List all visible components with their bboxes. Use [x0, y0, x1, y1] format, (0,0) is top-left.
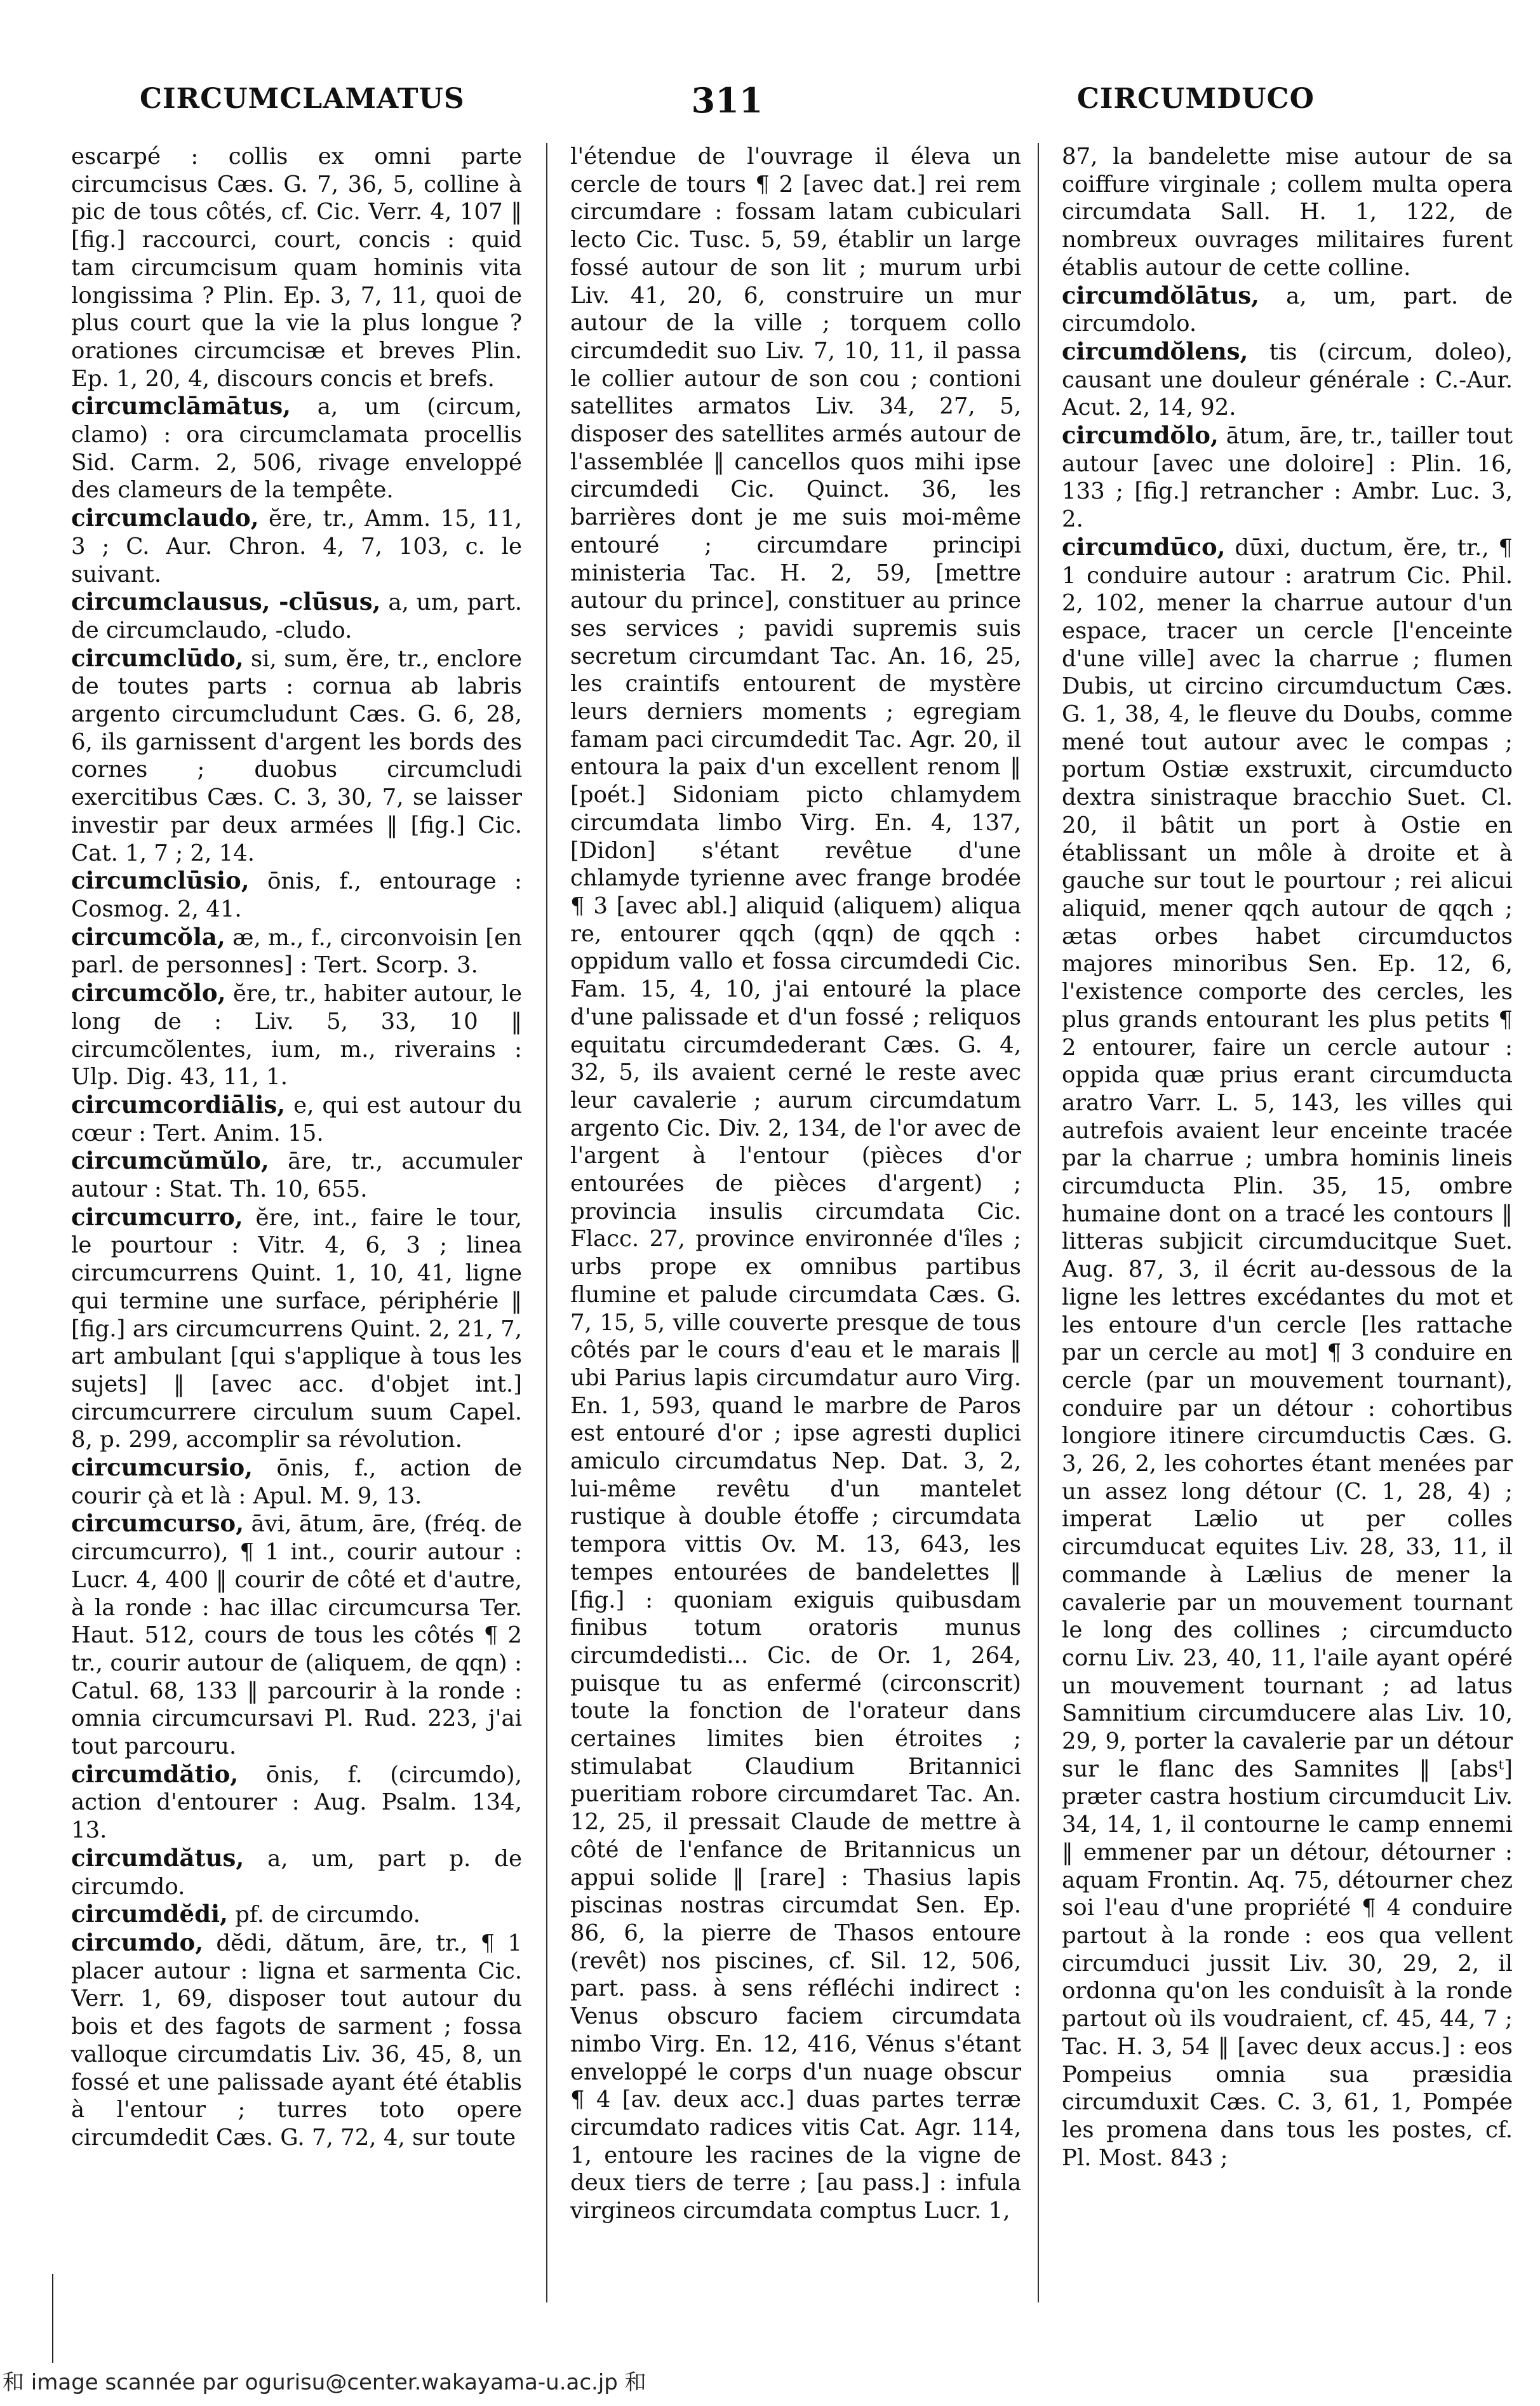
- dictionary-entry: [71, 393, 522, 504]
- running-head-right: CIRCUMDUCO: [1076, 83, 1315, 115]
- entry-headword: circumclūdo,: [71, 643, 244, 672]
- entry-text: ĕre, int., faire le tour, le pourtour : Vitr. 4, 6, 3 ; linea circumcurrens Quint. 1, 10, 41, ligne qui termine une surface, périphérie ‖ [fig.] ars circumcurrens Quint. 2, 21, 7, art ambulant [qui s'applique à tous les sujets] ‖ [avec acc. d'objet int.] circumcurrere circulum suum Capel. 8, p. 299, accomplir sa révolution.: [71, 1204, 522, 1453]
- entry-headword: circumdŏlens,: [1062, 337, 1249, 365]
- entry-text: 87, la bandelette mise autour de sa coiffure virginale ; collem multa opera circumdata Sall. H. 1, 122, de nombreux ouvrages militaires furent établis autour de cette colline.: [1062, 144, 1513, 281]
- entry-text: l'étendue de l'ouvrage il éleva un cercle de tours ¶ 2 [avec dat.] rei rem circumdare : fossam latam cubiculari lecto Cic. Tusc. 5, 59, établir un large fossé autour de son lit ; murum urbi Liv. 41, 20, 6, construire un mur autour de la ville ; torquem collo circumdedit suo Liv. 7, 10, 11, il passa le collier autour de son cou ; contioni satellites armatos Liv. 34, 27, 5, disposer des satellites armés autour de l'assemblée ‖ cancellos quos mihi ipse circumdedi Cic. Quinct. 36, les barrières dont je me suis moi-même entouré ; circumdare principi ministeria Tac. H. 2, 59, [mettre autour du prince], constituer au prince ses services ; pavidi supremis suis secretum circumdant Tac. An. 16, 25, les craintifs entourent de mystère leurs derniers moments ; egregiam famam paci circumdedit Tac. Agr. 20, il entoura la paix d'un excellent renom ‖ [poét.] Sidoniam picto chlamydem circumdata limbo Virg. En. 4, 137, [Didon] s'étant revêtue d'une chlamyde tyrienne avec frange brodée ¶ 3 [avec abl.] aliquid (aliquem) aliqua re, entourer qqch (qqn) de qqch : oppidum vallo et fossa circumdedi Cic. Fam. 15, 4, 10, j'ai entouré la place d'une palissade et d'un fossé ; reliquos equitatu circumdederant Cæs. G. 4, 32, 5, ils avaient cerné le reste avec leur cavalerie ; aurum circumdatum argento Cic. Div. 2, 134, de l'or avec de l'argent à l'entour (pièces d'or entourées de pièces d'argent) ; provincia insulis circumdata Cic. Flacc. 27, province environnée d'îles ; urbs prope ex omnibus partibus flumine et palude circumdata Cæs. G. 7, 15, 5, ville couverte presque de tous côtés par le cours d'eau et le marais ‖ ubi Parius lapis circumdatur auro Virg. En. 1, 593, quand le marbre de Paros est entouré d'or ; ipse agresti duplici amiculo circumdatus Nep. Dat. 3, 2, lui-même revêtu d'un mantelet rustique à double étoffe ; circumdata tempora vittis Ov. M. 13, 643, les tempes entourées de bandelettes ‖ [fig.] : quoniam exiguis quibusdam finibus totum oratoris munus circumdedisti... Cic. de Or. 1, 264, puisque tu as enfermé (circonscrit) toute la fonction de l'orateur dans certaines limites bien étroites ; stimulabat Claudium Britannici pueritiam robore circumdaret Tac. An. 12, 25, il pressait Claude de mettre à côté de l'enfance de Britannicus un appui solide ‖ [rare] : Thasius lapis piscinas nostras circumdat Sen. Ep. 86, 6, la pierre de Thasos entoure (revêt) nos piscines, cf. Sil. 12, 506, part. pass. à sens réfléchi indirect : Venus obscuro faciem circumdata nimbo Virg. En. 12, 416, Vénus s'étant enveloppé le corps d'un nuage obscur ¶ 4 [av. deux acc.] duas partes terræ circumdato radices vitis Cat. Agr. 114, 1, entoure les racines de la vigne de deux tiers de terre ; [au pass.] : infula virgineos circumdata comptus Lucr. 1,: [570, 144, 1021, 2224]
- entry-text: a, um (circum, clamo) : ora circumclamata procellis Sid. Carm. 2, 506, rivage enveloppé des clameurs de la tempête.: [71, 394, 522, 504]
- dictionary-entry: [71, 979, 522, 1091]
- entry-headword: circumcursio,: [71, 1453, 253, 1482]
- entry-text: ātum, āre, tr., tailler tout autour [avec une doloire] : Plin. 16, 133 ; [fig.] retrancher : Ambr. Luc. 3, 2.: [1062, 423, 1513, 533]
- dictionary-entry: [71, 924, 522, 979]
- entry-headword: circumdătus,: [71, 1843, 244, 1872]
- dictionary-entry: [71, 504, 522, 588]
- entry-text: pf. de circumdo.: [227, 1902, 420, 1928]
- dictionary-entry: [71, 1761, 522, 1845]
- dictionary-entry: [71, 1900, 522, 1929]
- entry-text: si, sum, ĕre, tr., enclore de toutes parts : cornua ab labris argento circumcludunt Cæs. G. 6, 28, 6, ils garnissent d'argent les bords des cornes ; duobus circumcludi exercitibus Cæs. C. 3, 30, 7, se laisser investir par deux armées ‖ [fig.] Cic. Cat. 1, 7 ; 2, 14.: [71, 645, 522, 866]
- entry-headword: circumdĕdi,: [71, 1900, 228, 1928]
- dictionary-entry: [71, 1147, 522, 1203]
- entry-text: a, um, part. de circumdolo.: [1062, 283, 1513, 337]
- entry-text: e, qui est autour du cœur : Tert. Anim. 15.: [71, 1092, 522, 1146]
- entry-text: tis (circum, doleo), causant une douleur générale : C.-Aur. Acut. 2, 14, 92.: [1062, 339, 1513, 421]
- entry-headword: circumcordiālis,: [71, 1090, 286, 1119]
- entry-headword: circumdūco,: [1062, 532, 1226, 561]
- dictionary-entry: [1062, 534, 1513, 2172]
- entry-text: dūxi, ductum, ĕre, tr., ¶ 1 conduire autour : aratrum Cic. Phil. 2, 102, mener la charrue autour d'un espace, tracer un cercle [l'enceinte d'une ville] avec la charrue ; flumen Dubis, ut circino circumductum Cæs. G. 1, 38, 4, le fleuve du Doubs, comme mené tout autour avec le compas ; portum Ostiæ exstruxit, circumducto dextra sinistraque bracchio Suet. Cl. 20, il bâtit un port à Ostie en établissant un môle à droite et à gauche sur tout le pourtour ; rei alicui aliquid, mener qqch autour de qqch ; ætas orbes habet circumductos majores minoribus Sen. Ep. 12, 6, l'existence comporte des cercles, les plus grands entourant les plus petits ¶ 2 entourer, faire un cercle autour : oppida quæ prius erant circumducta aratro Varr. L. 5, 143, les villes qui autrefois avaient leur enceinte tracée par la charrue ; umbra hominis lineis circumducta Plin. 35, 15, ombre humaine dont on a tracé les contours ‖ litteras subjicit circumducitque Suet. Aug. 87, 3, il écrit au-dessous de la ligne les lettres excédantes du mot et les entoure d'un cercle [les rattache par un cercle au mot] ¶ 3 conduire en cercle (par un mouvement tournant), conduire par un détour : cohortibus longiore itinere circumductis Cæs. G. 3, 26, 2, les cohortes étant menées par un assez long détour (C. 1, 28, 4) ; imperat Lælio ut per colles circumducat equites Liv. 28, 33, 11, il commande à Lælius de mener la cavalerie par un mouvement tournant le long des collines ; circumducto cornu Liv. 23, 40, 11, l'aile ayant opéré un mouvement tournant ; ad latus Samnitium circumducere alas Liv. 10, 29, 9, porter la cavalerie par un détour sur le flanc des Samnites ‖ [absᵗ] præter castra hostium circumducit Liv. 34, 14, 1, il contourne le camp ennemi ‖ emmener par un détour, détourner : aquam Frontin. Aq. 75, détourner chez soi l'eau d'une propriété ¶ 4 conduire partout à la ronde : eos qua vellent circumduci jussit Liv. 30, 29, 2, il ordonna qu'on les conduisît à la ronde partout où ils voudraient, cf. 45, 44, 7 ; Tac. H. 3, 54 ‖ [avec deux accus.] : eos Pompeius omnia sua præsidia circumduxit Cæs. C. 3, 61, 1, Pompée les promena dans tous les postes, cf. Pl. Most. 843 ;: [1062, 534, 1513, 2171]
- entry-headword: circumcurso,: [71, 1509, 244, 1538]
- entry-headword: circumdo,: [71, 1928, 204, 1956]
- dictionary-entry: [71, 1929, 522, 2152]
- entry-text: escarpé : collis ex omni parte circumcisus Cæs. G. 7, 36, 5, colline à pic de tous côtés, cf. Cic. Verr. 4, 107 ‖ [fig.] raccourci, court, concis : quid tam circumcisum quam hominis vita longissima ? Plin. Ep. 3, 7, 11, quoi de plus court que la vie la plus longue ? orationes circumcisæ et breves Plin. Ep. 1, 20, 4, discours concis et brefs.: [71, 144, 522, 392]
- dictionary-entry: [71, 867, 522, 923]
- dictionary-entry: [71, 1091, 522, 1147]
- entry-text: āvi, ātum, āre, (fréq. de circumcurro), ¶ 1 int., courir autour : Lucr. 4, 400 ‖ courir de côté et d'autre, à la ronde : hac illac circumcursa Ter. Haut. 512, cours de tous les côtés ¶ 2 tr., courir autour de (aliquem, de qqn) : Catul. 68, 133 ‖ parcourir à la ronde : omnia circumcursavi Pl. Rud. 223, j'ai tout parcouru.: [71, 1511, 522, 1760]
- dictionary-entry: [1062, 143, 1513, 282]
- dictionary-entry: [71, 588, 522, 644]
- entry-text: ōnis, f. (circumdo), action d'entourer : Aug. Psalm. 134, 13.: [71, 1761, 522, 1844]
- entry-headword: circumdătio,: [71, 1759, 239, 1788]
- entry-headword: circumcurro,: [71, 1202, 243, 1231]
- dictionary-entry: [71, 1845, 522, 1900]
- entry-headword: circumcŏla,: [71, 922, 225, 951]
- dictionary-entry: [71, 1454, 522, 1510]
- running-head-left: CIRCUMCLAMATUS: [140, 83, 465, 115]
- column-3: [1062, 143, 1513, 2299]
- text-columns: [71, 143, 1513, 2299]
- page-header: [140, 80, 1315, 133]
- scan-credit: 和 image scannée par ogurisu@center.wakayama-u.ac.jp 和: [3, 2370, 646, 2395]
- entry-headword: circumcŏlo,: [71, 979, 226, 1007]
- entry-headword: circumclūsio,: [71, 866, 250, 895]
- page-number: 311: [691, 80, 763, 121]
- dictionary-entry: [570, 143, 1021, 2225]
- entry-text: ōnis, f., action de courir çà et là : Apul. M. 9, 13.: [71, 1455, 522, 1509]
- entry-text: ĕre, tr., habiter autour, le long de : Liv. 5, 33, 10 ‖ circumcŏlentes, ium, m., riverains : Ulp. Dig. 43, 11, 1.: [71, 981, 522, 1091]
- entry-headword: circumclausus, -clūsus,: [71, 588, 381, 616]
- entry-headword: circumcŭmŭlo,: [71, 1146, 269, 1175]
- dictionary-entry: [71, 1510, 522, 1760]
- entry-text: æ, m., f., circonvoisin [en parl. de personnes] : Tert. Scorp. 3.: [71, 924, 522, 979]
- dictionary-entry: [71, 645, 522, 868]
- entry-headword: circumdŏlātus,: [1062, 281, 1259, 309]
- dictionary-entry: [1062, 422, 1513, 534]
- scan-margin-line: [52, 2274, 53, 2363]
- column-1: [71, 143, 522, 2299]
- column-2: [570, 143, 1021, 2299]
- entry-text: dĕdi, dătum, āre, tr., ¶ 1 placer autour : ligna et sarmenta Cic. Verr. 1, 69, disposer tout autour du bois et des fagots de sarment ; fossa valloque circumdatis Liv. 36, 45, 8, un fossé et une palissade ayant été établis à l'entour ; turres toto opere circumdedit Cæs. G. 7, 72, 4, sur toute: [71, 1930, 522, 2151]
- dictionary-entry: [71, 143, 522, 393]
- dictionary-entry: [1062, 338, 1513, 422]
- dictionary-entry: [71, 1204, 522, 1454]
- entry-text: ōnis, f., entourage : Cosmog. 2, 41.: [71, 868, 522, 922]
- entry-text: a, um, part p. de circumdo.: [71, 1845, 522, 1900]
- entry-headword: circumclaudo,: [71, 504, 259, 532]
- entry-headword: circumdŏlo,: [1062, 421, 1219, 450]
- entry-text: a, um, part. de circumclaudo, -cludo.: [71, 589, 522, 643]
- entry-text: ĕre, tr., Amm. 15, 11, 3 ; C. Aur. Chron. 4, 7, 103, c. le suivant.: [71, 506, 522, 588]
- entry-text: āre, tr., accumuler autour : Stat. Th. 10, 655.: [71, 1148, 522, 1203]
- entry-headword: circumclāmātus,: [71, 392, 291, 420]
- dictionary-entry: [1062, 282, 1513, 338]
